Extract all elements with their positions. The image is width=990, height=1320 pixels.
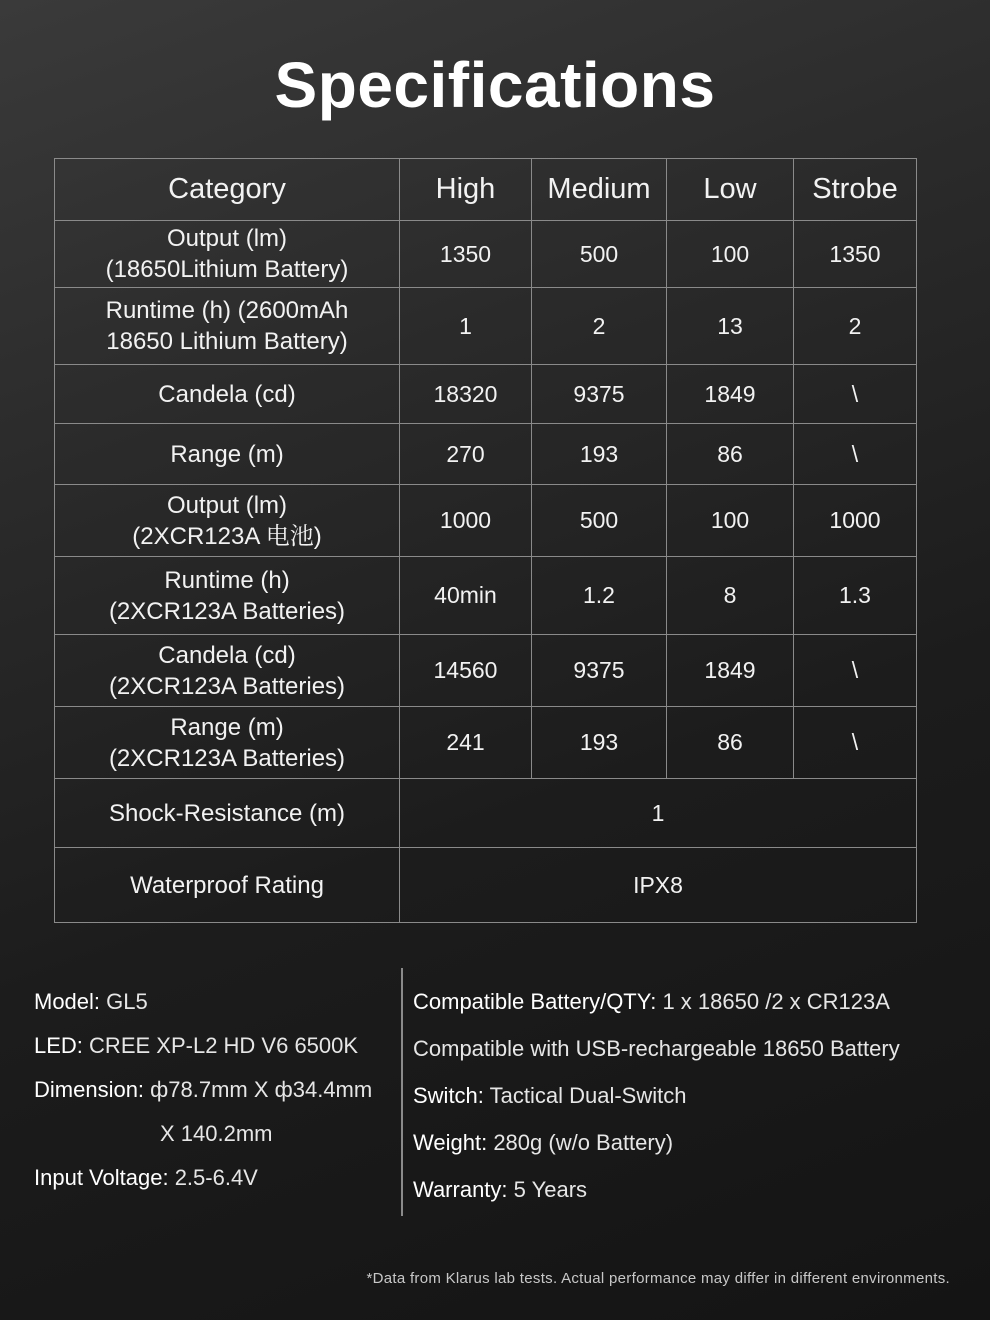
table-row <box>55 365 917 424</box>
row-label: Candela (cd) (2XCR123A Batteries) <box>55 635 400 707</box>
info-led: LED: CREE XP-L2 HD V6 6500K <box>34 1033 359 1058</box>
row-label: Range (m) (2XCR123A Batteries) <box>55 707 400 779</box>
info-model: Model: GL5 <box>34 989 148 1014</box>
cell-low: 1849 <box>667 635 794 707</box>
info-left-column <box>34 980 399 1200</box>
table-row <box>55 424 917 485</box>
merged-value-cell: 1 <box>400 779 917 848</box>
cell-medium: 193 <box>532 424 667 485</box>
cell-high: 14560 <box>400 635 532 707</box>
cell-high: 1 <box>400 288 532 365</box>
header-low: Low <box>667 159 794 221</box>
cell-strobe: 1.3 <box>794 557 917 635</box>
cell-low: 100 <box>667 221 794 288</box>
row-label: Output (lm) (2XCR123A 电池) <box>55 485 400 557</box>
cell-low: 100 <box>667 485 794 557</box>
table-row <box>55 635 917 707</box>
cell-low: 86 <box>667 424 794 485</box>
table-header-row <box>55 159 917 221</box>
info-right-column <box>413 980 983 1215</box>
cell-low: 8 <box>667 557 794 635</box>
row-label: Runtime (h) (2XCR123A Batteries) <box>55 557 400 635</box>
spec-table <box>54 158 917 923</box>
cell-strobe: \ <box>794 424 917 485</box>
cell-strobe: 1000 <box>794 485 917 557</box>
header-high: High <box>400 159 532 221</box>
merged-value-cell: IPX8 <box>400 848 917 923</box>
cell-strobe: \ <box>794 635 917 707</box>
cell-low: 86 <box>667 707 794 779</box>
cell-strobe: \ <box>794 707 917 779</box>
row-label: Waterproof Rating <box>55 848 400 923</box>
cell-high: 18320 <box>400 365 532 424</box>
cell-high: 1350 <box>400 221 532 288</box>
row-label: Runtime (h) (2600mAh 18650 Lithium Battery) <box>55 288 400 365</box>
info-dimension: Dimension: ф78.7mm X ф34.4mm <box>34 1077 373 1102</box>
cell-medium: 9375 <box>532 365 667 424</box>
cell-medium: 1.2 <box>532 557 667 635</box>
info-battery: Compatible Battery/QTY: 1 x 18650 /2 x CR123A <box>413 989 890 1014</box>
header-category: Category <box>55 159 400 221</box>
row-label: Candela (cd) <box>55 365 400 424</box>
footnote: *Data from Klarus lab tests. Actual performance may differ in different environments. <box>366 1270 950 1287</box>
cell-strobe: \ <box>794 365 917 424</box>
table-row <box>55 848 917 923</box>
info-switch: Switch: Tactical Dual-Switch <box>413 1083 687 1108</box>
info-warranty: Warranty: 5 Years <box>413 1177 588 1202</box>
cell-low: 13 <box>667 288 794 365</box>
row-label: Shock-Resistance (m) <box>55 779 400 848</box>
table-row <box>55 779 917 848</box>
cell-high: 1000 <box>400 485 532 557</box>
cell-medium: 193 <box>532 707 667 779</box>
table-row <box>55 557 917 635</box>
table-row <box>55 707 917 779</box>
cell-medium: 500 <box>532 221 667 288</box>
table-row <box>55 485 917 557</box>
cell-medium: 500 <box>532 485 667 557</box>
info-input-voltage: Input Voltage: 2.5-6.4V <box>34 1165 258 1190</box>
row-label: Output (lm) (18650Lithium Battery) <box>55 221 400 288</box>
cell-strobe: 2 <box>794 288 917 365</box>
header-medium: Medium <box>532 159 667 221</box>
cell-high: 40min <box>400 557 532 635</box>
table-row <box>55 221 917 288</box>
cell-strobe: 1350 <box>794 221 917 288</box>
page-title: Specifications <box>274 49 716 121</box>
cell-low: 1849 <box>667 365 794 424</box>
info-usb-battery: Compatible with USB-rechargeable 18650 Battery <box>413 1036 900 1061</box>
cell-high: 241 <box>400 707 532 779</box>
table-row <box>55 288 917 365</box>
info-dimension-cont: X 140.2mm <box>160 1121 273 1146</box>
cell-medium: 2 <box>532 288 667 365</box>
cell-medium: 9375 <box>532 635 667 707</box>
row-label: Range (m) <box>55 424 400 485</box>
cell-high: 270 <box>400 424 532 485</box>
info-weight: Weight: 280g (w/o Battery) <box>413 1130 674 1155</box>
header-strobe: Strobe <box>794 159 917 221</box>
column-divider <box>401 968 403 1216</box>
